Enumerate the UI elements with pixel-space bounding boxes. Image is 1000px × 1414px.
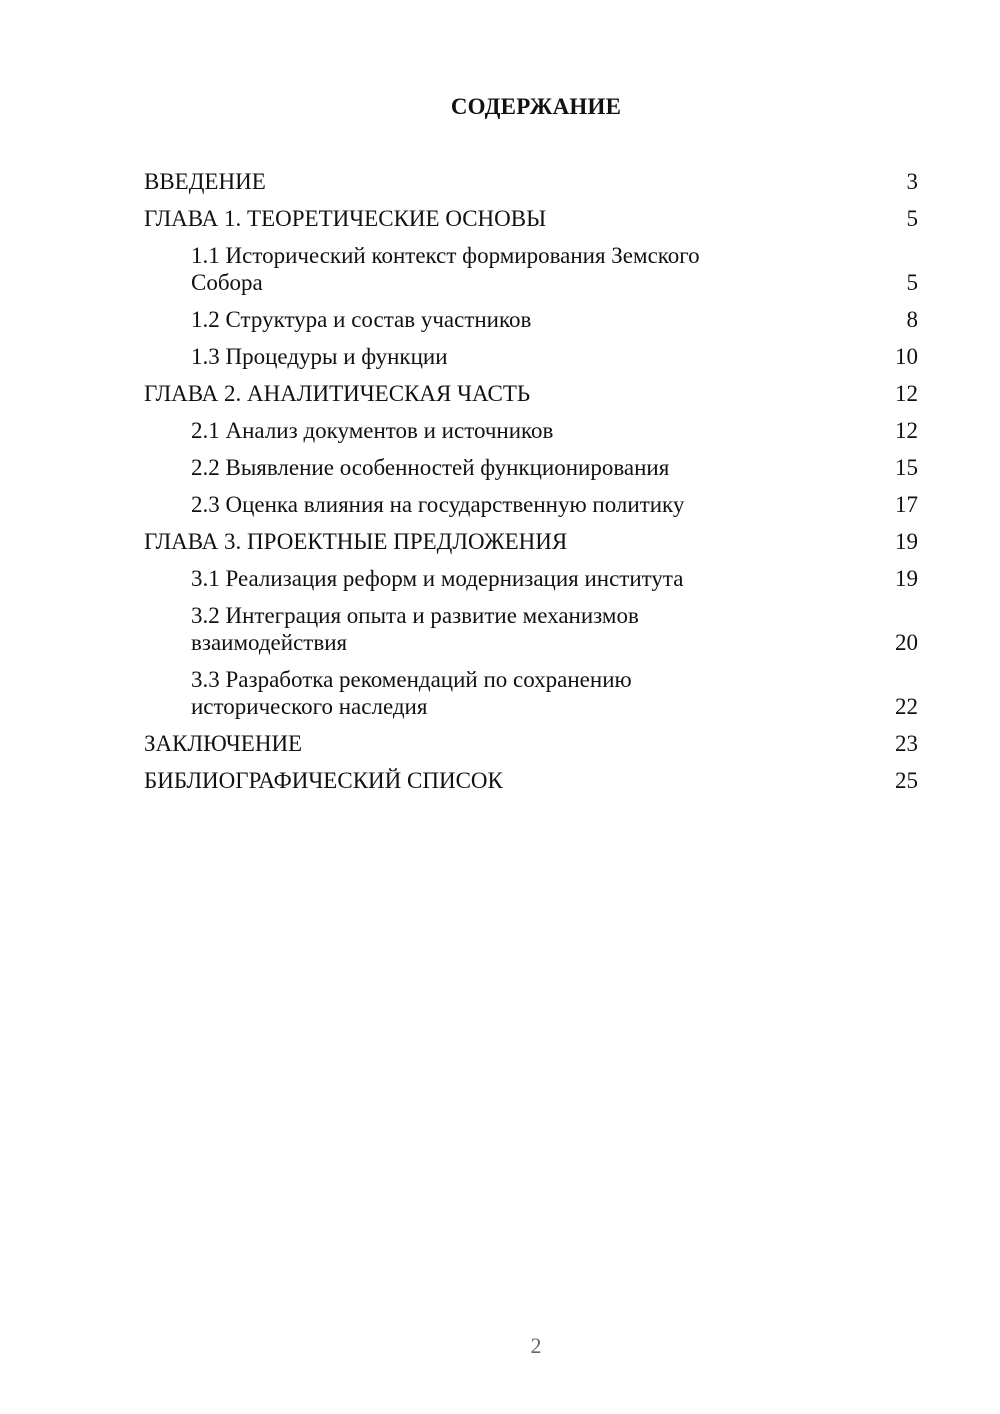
toc-entry-label: 3.1 Реализация реформ и модернизация института bbox=[191, 566, 684, 591]
toc-entry-page: 5 bbox=[906, 270, 918, 295]
toc-entry-label: ГЛАВА 2. АНАЛИТИЧЕСКАЯ ЧАСТЬ bbox=[144, 381, 531, 406]
toc-entry-label: 3.3 Разработка рекомендаций по сохранению исторического наследия bbox=[191, 667, 632, 719]
toc-entry-chapter-3[interactable] bbox=[144, 528, 918, 555]
toc-entry-page: 23 bbox=[895, 731, 918, 756]
toc-entry-3-2[interactable] bbox=[144, 602, 918, 656]
toc-entry-2-2[interactable] bbox=[144, 454, 918, 481]
toc-entry-3-1[interactable] bbox=[144, 565, 918, 592]
toc-entry-label: 2.1 Анализ документов и источников bbox=[191, 418, 554, 443]
toc-entry-conclusion[interactable] bbox=[144, 730, 918, 757]
table-of-contents bbox=[144, 168, 918, 804]
toc-entry-label: ЗАКЛЮЧЕНИЕ bbox=[144, 731, 303, 756]
toc-entry-page: 19 bbox=[895, 566, 918, 591]
toc-entry-2-3[interactable] bbox=[144, 491, 918, 518]
toc-entry-page: 8 bbox=[906, 307, 918, 332]
toc-entry-label: ГЛАВА 3. ПРОЕКТНЫЕ ПРЕДЛОЖЕНИЯ bbox=[144, 529, 568, 554]
toc-entry-page: 25 bbox=[895, 768, 918, 793]
page-number: 2 bbox=[530, 1333, 542, 1358]
toc-entry-label: 2.3 Оценка влияния на государственную политику bbox=[191, 492, 685, 517]
toc-entry-page: 22 bbox=[895, 694, 918, 719]
toc-entry-1-3[interactable] bbox=[144, 343, 918, 370]
toc-entry-label: 1.3 Процедуры и функции bbox=[191, 344, 448, 369]
toc-entry-chapter-1[interactable] bbox=[144, 205, 918, 232]
toc-entry-label: БИБЛИОГРАФИЧЕСКИЙ СПИСОК bbox=[144, 768, 503, 793]
toc-entry-page: 17 bbox=[895, 492, 918, 517]
toc-entry-label: ВВЕДЕНИЕ bbox=[144, 169, 266, 194]
toc-entry-page: 12 bbox=[895, 418, 918, 443]
toc-entry-page: 10 bbox=[895, 344, 918, 369]
toc-entry-page: 5 bbox=[906, 206, 918, 231]
toc-entry-2-1[interactable] bbox=[144, 417, 918, 444]
toc-entry-label: 2.2 Выявление особенностей функционирования bbox=[191, 455, 670, 480]
toc-entry-label: 1.2 Структура и состав участников bbox=[191, 307, 532, 332]
toc-entry-page: 19 bbox=[895, 529, 918, 554]
toc-entry-chapter-2[interactable] bbox=[144, 380, 918, 407]
toc-entry-label: ГЛАВА 1. ТЕОРЕТИЧЕСКИЕ ОСНОВЫ bbox=[144, 206, 547, 231]
toc-entry-bibliography[interactable] bbox=[144, 767, 918, 794]
toc-entry-introduction[interactable] bbox=[144, 168, 918, 195]
toc-entry-1-2[interactable] bbox=[144, 306, 918, 333]
toc-entry-page: 12 bbox=[895, 381, 918, 406]
toc-entry-page: 15 bbox=[895, 455, 918, 480]
toc-entry-page: 20 bbox=[895, 630, 918, 655]
toc-title: СОДЕРЖАНИЕ bbox=[450, 94, 622, 119]
toc-entry-label: 3.2 Интеграция опыта и развитие механизмов взаимодействия bbox=[191, 603, 639, 655]
toc-entry-label: 1.1 Исторический контекст формирования Земского Собора bbox=[191, 243, 700, 295]
toc-entry-page: 3 bbox=[906, 169, 918, 194]
toc-entry-1-1[interactable] bbox=[144, 242, 918, 296]
toc-entry-3-3[interactable] bbox=[144, 666, 918, 720]
